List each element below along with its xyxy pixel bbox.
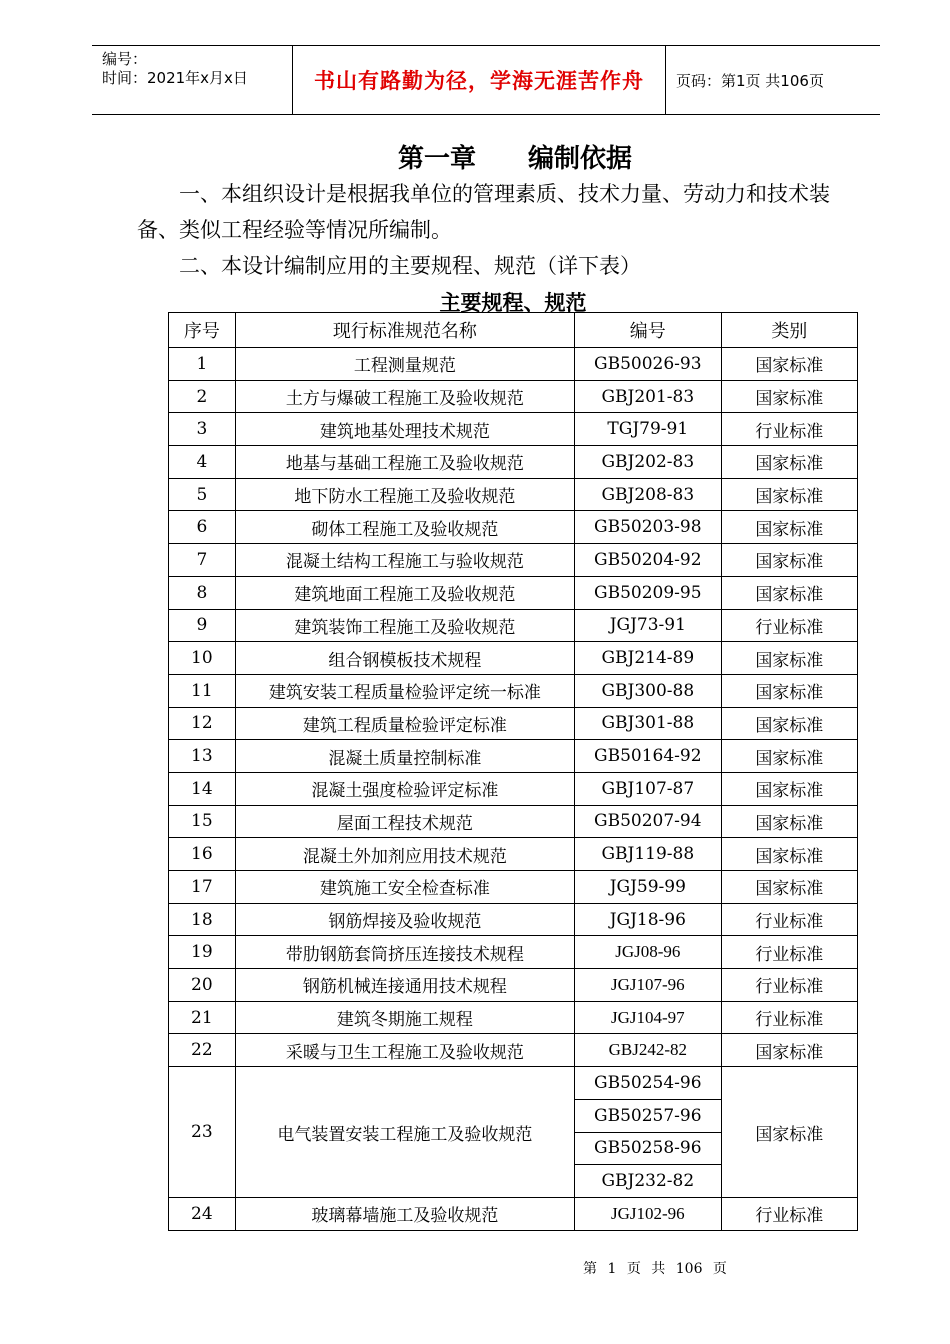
cell-code: GBJ201-83 <box>574 380 721 413</box>
header-page-info: 页码：第1页 共106页 <box>676 71 824 90</box>
cell-code: GBJ119-88 <box>574 838 721 871</box>
table-row <box>169 1197 858 1230</box>
header-serial: 序号 <box>169 313 236 348</box>
cell-code: GBJ301-88 <box>574 707 721 740</box>
table-title: 主要规程、规范 <box>439 291 587 315</box>
table-row <box>169 969 858 1002</box>
cell-code: GBJ232-82 <box>574 1165 721 1198</box>
header-standard-name: 现行标准规范名称 <box>235 313 574 348</box>
cell-name: 土方与爆破工程施工及验收规范 <box>235 380 574 413</box>
cell-category: 行业标准 <box>721 903 857 936</box>
cell-name: 工程测量规范 <box>235 348 574 381</box>
cell-code: GBJ214-89 <box>574 642 721 675</box>
cell-category: 行业标准 <box>721 413 857 446</box>
cell-code: GB50204-92 <box>574 544 721 577</box>
cell-serial: 3 <box>169 413 236 446</box>
table-row <box>169 1034 858 1067</box>
table-row <box>169 478 858 511</box>
cell-name: 混凝土外加剂应用技术规范 <box>235 838 574 871</box>
cell-serial: 4 <box>169 446 236 479</box>
cell-category: 国家标准 <box>721 1067 857 1198</box>
cell-code: GBJ107-87 <box>574 772 721 805</box>
table-row <box>169 903 858 936</box>
cell-code: GBJ208-83 <box>574 478 721 511</box>
cell-category: 国家标准 <box>721 740 857 773</box>
cell-code: GB50258-96 <box>574 1132 721 1165</box>
cell-code: GB50164-92 <box>574 740 721 773</box>
document-time: 时间：2021年x月x日 <box>102 69 248 87</box>
table-row <box>169 707 858 740</box>
cell-code: TGJ79-91 <box>574 413 721 446</box>
cell-serial: 13 <box>169 740 236 773</box>
cell-code: GB50026-93 <box>574 348 721 381</box>
paragraph-basis: 一、本组织设计是根据我单位的管理素质、技术力量、劳动力和技术装备、类似工程经验等情况所编制。 <box>137 182 830 242</box>
table-row <box>169 544 858 577</box>
cell-name: 建筑装饰工程施工及验收规范 <box>235 609 574 642</box>
cell-category: 国家标准 <box>721 707 857 740</box>
cell-serial: 14 <box>169 772 236 805</box>
cell-code: JGJ73-91 <box>574 609 721 642</box>
table-row <box>169 871 858 904</box>
cell-serial: 18 <box>169 903 236 936</box>
document-header <box>92 45 880 115</box>
page-footer: 第 1 页 共 106 页 <box>583 1261 727 1277</box>
header-category: 类别 <box>721 313 857 348</box>
cell-code: JGJ08-96 <box>574 936 721 969</box>
cell-name: 玻璃幕墙施工及验收规范 <box>235 1197 574 1230</box>
cell-name: 混凝土结构工程施工与验收规范 <box>235 544 574 577</box>
cell-name: 电气装置安装工程施工及验收规范 <box>235 1067 574 1198</box>
cell-serial: 1 <box>169 348 236 381</box>
cell-category: 国家标准 <box>721 871 857 904</box>
table-row <box>169 642 858 675</box>
cell-name: 建筑施工安全检查标准 <box>235 871 574 904</box>
cell-serial: 9 <box>169 609 236 642</box>
cell-name: 组合钢模板技术规程 <box>235 642 574 675</box>
cell-category: 国家标准 <box>721 838 857 871</box>
cell-code: JGJ18-96 <box>574 903 721 936</box>
cell-serial: 24 <box>169 1197 236 1230</box>
cell-name: 混凝土强度检验评定标准 <box>235 772 574 805</box>
cell-serial: 7 <box>169 544 236 577</box>
cell-code: GB50203-98 <box>574 511 721 544</box>
cell-name: 钢筋机械连接通用技术规程 <box>235 969 574 1002</box>
cell-serial: 6 <box>169 511 236 544</box>
cell-category: 行业标准 <box>721 1197 857 1230</box>
table-row <box>169 805 858 838</box>
cell-category: 国家标准 <box>721 380 857 413</box>
cell-serial: 11 <box>169 674 236 707</box>
cell-serial: 23 <box>169 1067 236 1198</box>
cell-code: JGJ107-96 <box>574 969 721 1002</box>
table-row <box>169 511 858 544</box>
cell-code: JGJ104-97 <box>574 1001 721 1034</box>
cell-name: 建筑冬期施工规程 <box>235 1001 574 1034</box>
header-motto: 书山有路勤为径，学海无涯苦作舟 <box>292 46 666 114</box>
cell-category: 国家标准 <box>721 511 857 544</box>
cell-name: 地基与基础工程施工及验收规范 <box>235 446 574 479</box>
cell-category: 国家标准 <box>721 772 857 805</box>
cell-category: 行业标准 <box>721 609 857 642</box>
cell-name: 带肋钢筋套筒挤压连接技术规程 <box>235 936 574 969</box>
cell-serial: 10 <box>169 642 236 675</box>
cell-category: 国家标准 <box>721 576 857 609</box>
cell-name: 地下防水工程施工及验收规范 <box>235 478 574 511</box>
table-row <box>169 838 858 871</box>
table-row <box>169 348 858 381</box>
cell-name: 混凝土质量控制标准 <box>235 740 574 773</box>
table-row <box>169 936 858 969</box>
table-header-row <box>169 313 858 348</box>
cell-name: 屋面工程技术规范 <box>235 805 574 838</box>
cell-code: GB50207-94 <box>574 805 721 838</box>
table-row <box>169 674 858 707</box>
cell-serial: 5 <box>169 478 236 511</box>
table-row <box>169 413 858 446</box>
cell-serial: 2 <box>169 380 236 413</box>
header-meta <box>92 46 292 114</box>
table-row <box>169 446 858 479</box>
cell-name: 钢筋焊接及验收规范 <box>235 903 574 936</box>
cell-serial: 20 <box>169 969 236 1002</box>
cell-name: 建筑工程质量检验评定标准 <box>235 707 574 740</box>
chapter-title: 编制依据 <box>528 144 633 174</box>
cell-category: 行业标准 <box>721 936 857 969</box>
cell-code: GBJ202-83 <box>574 446 721 479</box>
cell-name: 建筑安装工程质量检验评定统一标准 <box>235 674 574 707</box>
table-row <box>169 772 858 805</box>
cell-name: 砌体工程施工及验收规范 <box>235 511 574 544</box>
cell-category: 国家标准 <box>721 674 857 707</box>
cell-serial: 19 <box>169 936 236 969</box>
cell-category: 国家标准 <box>721 478 857 511</box>
cell-code: GB50209-95 <box>574 576 721 609</box>
cell-code: JGJ59-99 <box>574 871 721 904</box>
standards-table <box>168 312 858 1231</box>
cell-serial: 21 <box>169 1001 236 1034</box>
cell-category: 行业标准 <box>721 1001 857 1034</box>
cell-serial: 16 <box>169 838 236 871</box>
table-row <box>169 1001 858 1034</box>
cell-category: 国家标准 <box>721 805 857 838</box>
cell-code: GBJ242-82 <box>574 1034 721 1067</box>
table-row <box>169 609 858 642</box>
cell-category: 国家标准 <box>721 446 857 479</box>
cell-category: 国家标准 <box>721 544 857 577</box>
cell-code: GB50254-96 <box>574 1067 721 1100</box>
cell-code: GBJ300-88 <box>574 674 721 707</box>
cell-category: 国家标准 <box>721 642 857 675</box>
cell-name: 采暖与卫生工程施工及验收规范 <box>235 1034 574 1067</box>
cell-serial: 22 <box>169 1034 236 1067</box>
cell-category: 行业标准 <box>721 969 857 1002</box>
cell-serial: 17 <box>169 871 236 904</box>
document-number-label: 编号： <box>102 50 148 68</box>
cell-name: 建筑地基处理技术规范 <box>235 413 574 446</box>
paragraph-standards-intro: 二、本设计编制应用的主要规程、规范（详下表） <box>179 254 641 278</box>
chapter-heading <box>0 138 950 175</box>
cell-code: GB50257-96 <box>574 1099 721 1132</box>
cell-name: 建筑地面工程施工及验收规范 <box>235 576 574 609</box>
table-row <box>169 576 858 609</box>
table-row <box>169 1067 858 1100</box>
cell-category: 国家标准 <box>721 348 857 381</box>
cell-serial: 15 <box>169 805 236 838</box>
cell-serial: 12 <box>169 707 236 740</box>
cell-category: 国家标准 <box>721 1034 857 1067</box>
table-row <box>169 740 858 773</box>
chapter-number: 第一章 <box>397 144 476 174</box>
cell-serial: 8 <box>169 576 236 609</box>
cell-code: JGJ102-96 <box>574 1197 721 1230</box>
table-row <box>169 380 858 413</box>
header-code: 编号 <box>574 313 721 348</box>
